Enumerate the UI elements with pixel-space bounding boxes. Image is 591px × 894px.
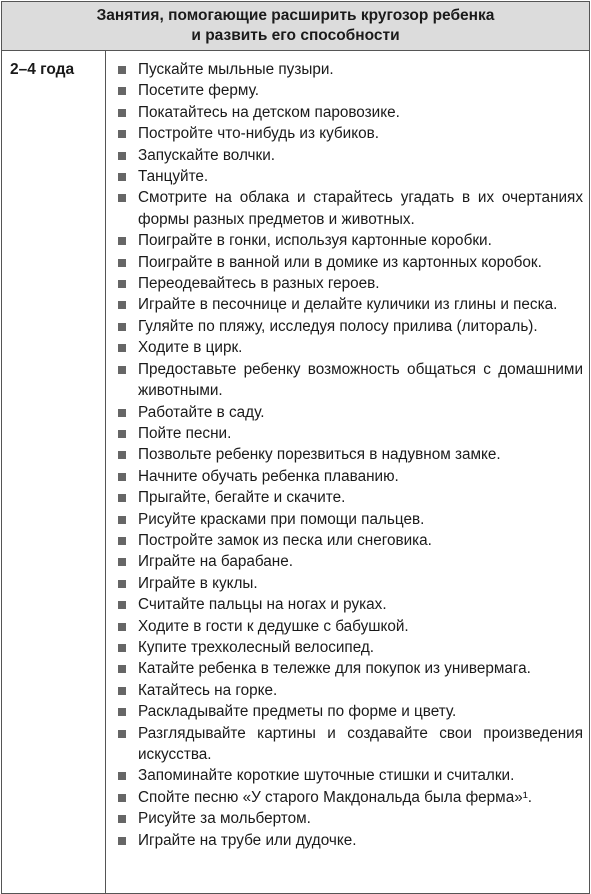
list-item-text: Катайте ребенка в тележке для покупок из универмага. <box>138 660 531 678</box>
list-item-text: Играйте в песочнице и делайте куличики из глины и песка. <box>138 296 558 314</box>
list-item <box>118 316 583 337</box>
list-item <box>118 102 583 123</box>
square-bullet-icon <box>118 644 126 652</box>
square-bullet-icon <box>118 194 126 202</box>
square-bullet-icon <box>118 237 126 245</box>
table-header-row <box>2 2 590 51</box>
list-item-text: Постройте что-нибудь из кубиков. <box>138 125 379 143</box>
list-item-text: Смотрите на облака и старайтесь угадать в их очертаниях формы разных предметов и животных. <box>138 189 583 228</box>
list-item-text: Раскладывайте предметы по форме и цвету. <box>138 703 457 721</box>
list-item <box>118 252 583 273</box>
list-item <box>118 359 583 402</box>
list-item-text: Гуляйте по пляжу, исследуя полосу прилива (литораль). <box>138 317 538 335</box>
list-item-text: Прыгайте, бегайте и скачите. <box>138 489 346 507</box>
list-item <box>118 59 583 80</box>
list-item <box>118 701 583 722</box>
header-line-2: и развить его способности <box>191 27 400 44</box>
list-item-text: Купите трехколесный велосипед. <box>138 638 375 656</box>
list-item-text: Поиграйте в гонки, используя картонные коробки. <box>138 232 492 250</box>
square-bullet-icon <box>118 580 126 588</box>
square-bullet-icon <box>118 409 126 417</box>
list-item <box>118 402 583 423</box>
list-item-text: Предоставьте ребенку возможность общаться с домашними животными. <box>138 360 583 400</box>
activities-table <box>1 1 590 894</box>
square-bullet-icon <box>118 494 126 502</box>
list-item-text: Переодевайтесь в разных героев. <box>138 275 380 293</box>
header-line-1: Занятия, помогающие расширить кругозор ребенка <box>96 7 495 24</box>
list-item <box>118 444 583 465</box>
square-bullet-icon <box>118 430 126 438</box>
square-bullet-icon <box>118 687 126 695</box>
square-bullet-icon <box>118 558 126 566</box>
list-item-text: Ходите в цирк. <box>138 339 243 357</box>
list-item <box>118 80 583 101</box>
square-bullet-icon <box>118 837 126 845</box>
list-item-text: Рисуйте красками при помощи пальцев. <box>138 510 425 528</box>
square-bullet-icon <box>118 708 126 716</box>
list-item <box>118 765 583 786</box>
list-item-text: Позвольте ребенку порезвиться в надувном замке. <box>138 446 501 464</box>
list-item <box>118 573 583 594</box>
square-bullet-icon <box>118 516 126 524</box>
list-item <box>118 166 583 187</box>
list-item <box>118 123 583 144</box>
list-item <box>118 787 583 808</box>
square-bullet-icon <box>118 130 126 138</box>
square-bullet-icon <box>118 344 126 352</box>
list-item-text: Запускайте волчки. <box>138 146 275 164</box>
square-bullet-icon <box>118 259 126 267</box>
list-item <box>118 487 583 508</box>
list-item <box>118 187 583 230</box>
list-item-text: Играйте на трубе или дудочке. <box>138 831 357 849</box>
list-item-text: Работайте в саду. <box>138 403 265 421</box>
list-item-text: Спойте песню «У старого Макдональда была ферма»¹. <box>138 788 533 806</box>
square-bullet-icon <box>118 152 126 160</box>
list-item-text: Пускайте мыльные пузыри. <box>138 61 334 78</box>
square-bullet-icon <box>118 815 126 823</box>
list-item <box>118 830 583 851</box>
square-bullet-icon <box>118 601 126 609</box>
activities-list-cell <box>106 51 590 894</box>
list-item <box>118 616 583 637</box>
list-item <box>118 230 583 251</box>
list-item-text: Играйте на барабане. <box>138 553 293 571</box>
square-bullet-icon <box>118 665 126 673</box>
list-item-text: Разглядывайте картины и создавайте свои произведения искусства. <box>138 724 583 763</box>
square-bullet-icon <box>118 473 126 481</box>
list-item-text: Пойте песни. <box>138 424 232 442</box>
list-item <box>118 808 583 829</box>
list-item <box>118 594 583 615</box>
list-item <box>118 466 583 487</box>
list-item-text: Считайте пальцы на ногах и руках. <box>138 596 387 614</box>
square-bullet-icon <box>118 451 126 459</box>
square-bullet-icon <box>118 109 126 117</box>
square-bullet-icon <box>118 794 126 802</box>
square-bullet-icon <box>118 301 126 309</box>
list-item <box>118 423 583 444</box>
table-header <box>2 2 590 51</box>
list-item <box>118 294 583 315</box>
list-item-text: Постройте замок из песка или снеговика. <box>138 531 432 549</box>
list-item <box>118 145 583 166</box>
square-bullet-icon <box>118 87 126 95</box>
list-item-text: Катайтесь на горке. <box>138 681 278 699</box>
list-item <box>118 530 583 551</box>
list-item <box>118 723 583 766</box>
activities-list <box>118 59 583 851</box>
list-item <box>118 337 583 358</box>
square-bullet-icon <box>118 623 126 631</box>
list-item <box>118 551 583 572</box>
list-item-text: Ходите в гости к дедушке с бабушкой. <box>138 617 409 635</box>
square-bullet-icon <box>118 366 126 374</box>
square-bullet-icon <box>118 537 126 545</box>
square-bullet-icon <box>118 66 126 74</box>
square-bullet-icon <box>118 730 126 738</box>
list-item-text: Поиграйте в ванной или в домике из картонных коробок. <box>138 253 542 271</box>
list-item-text: Рисуйте за мольбертом. <box>138 810 311 828</box>
list-item-text: Танцуйте. <box>138 168 209 186</box>
age-label: 2–4 года <box>2 51 106 894</box>
square-bullet-icon <box>118 173 126 181</box>
list-item <box>118 680 583 701</box>
list-item-text: Начните обучать ребенка плаванию. <box>138 467 399 485</box>
list-item <box>118 658 583 679</box>
list-item <box>118 637 583 658</box>
square-bullet-icon <box>118 772 126 780</box>
table-row <box>2 51 590 894</box>
square-bullet-icon <box>118 280 126 288</box>
list-item-text: Покатайтесь на детском паровозике. <box>138 103 400 121</box>
list-item <box>118 509 583 530</box>
list-item-text: Играйте в куклы. <box>138 574 258 592</box>
list-item-text: Запоминайте короткие шуточные стишки и считалки. <box>138 767 515 785</box>
list-item <box>118 273 583 294</box>
list-item-text: Посетите ферму. <box>138 82 259 100</box>
square-bullet-icon <box>118 323 126 331</box>
